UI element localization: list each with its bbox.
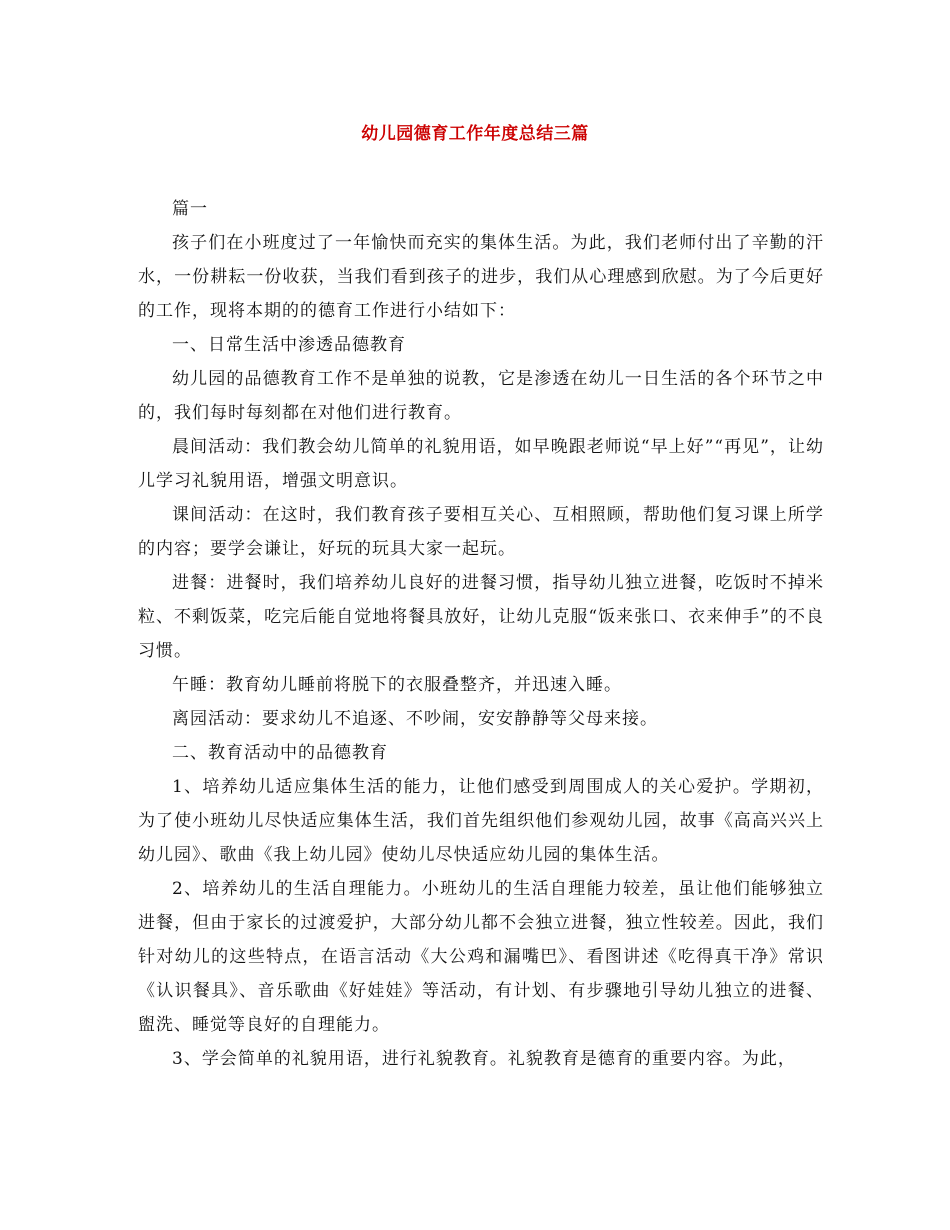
paragraph-item-3: 3、学会简单的礼貌用语，进行礼貌教育。礼貌教育是德育的重要内容。为此， (172, 1049, 796, 1069)
paragraph-intro: 孩子们在小班度过了一年愉快而充实的集体生活。为此，我们老师付出了辛勤的汗水，一份耕耘一份收获，当我们看到孩子的进步，我们从心理感到欣慰。为了今后更好的工作，现将本期的的德育工作进行小结如下： (138, 233, 824, 321)
document-title: 幼儿园德育工作年度总结三篇 (361, 124, 589, 144)
paragraph-item-1: 1、培养幼儿适应集体生活的能力，让他们感受到周围成人的关心爱护。学期初，为了使小班幼儿尽快适应集体生活，我们首先组织他们参观幼儿园，故事《高高兴兴上幼儿园》、歌曲《我上幼儿园》使幼儿尽快适应幼儿园的集体生活。 (138, 777, 824, 865)
document-body (138, 192, 824, 1076)
paragraph-item-2: 2、培养幼儿的生活自理能力。小班幼儿的生活自理能力较差，虽让他们能够独立进餐，但由于家长的过渡爱护，大部分幼儿都不会独立进餐，独立性较差。因此，我们针对幼儿的这些特点，在语言活动《大公鸡和漏嘴巴》、看图讲述《吃得真干净》常识《认识餐具》、音乐歌曲《好娃娃》等活动，有计划、有步骤地引导幼儿独立的进餐、盥洗、睡觉等良好的自理能力。 (138, 879, 824, 1035)
heading-daily-life: 一、日常生活中渗透品德教育 (172, 335, 406, 355)
paragraph-meal: 进餐：进餐时，我们培养幼儿良好的进餐习惯，指导幼儿独立进餐，吃饭时不掉米粒、不剩饭菜，吃完后能自觉地将餐具放好，让幼儿克服“饭来张口、衣来伸手”的不良习惯。 (138, 573, 824, 661)
paragraph-morning: 晨间活动：我们教会幼儿简单的礼貌用语，如早晚跟老师说“早上好”“再见”，让幼儿学习礼貌用语，增强文明意识。 (138, 437, 824, 491)
paragraph-break-time: 课间活动：在这时，我们教育孩子要相互关心、互相照顾，帮助他们复习课上所学的内容；要学会谦让，好玩的玩具大家一起玩。 (138, 505, 824, 559)
paragraph-section-label: 篇一 (172, 199, 208, 219)
paragraph-nap: 午睡：教育幼儿睡前将脱下的衣服叠整齐，并迅速入睡。 (172, 675, 622, 695)
heading-education-activities: 二、教育活动中的品德教育 (172, 743, 388, 763)
paragraph-departure: 离园活动：要求幼儿不追逐、不吵闹，安安静静等父母来接。 (172, 709, 658, 729)
paragraph-daily-life: 幼儿园的品德教育工作不是单独的说教，它是渗透在幼儿一日生活的各个环节之中的，我们每时每刻都在对他们进行教育。 (138, 369, 824, 423)
